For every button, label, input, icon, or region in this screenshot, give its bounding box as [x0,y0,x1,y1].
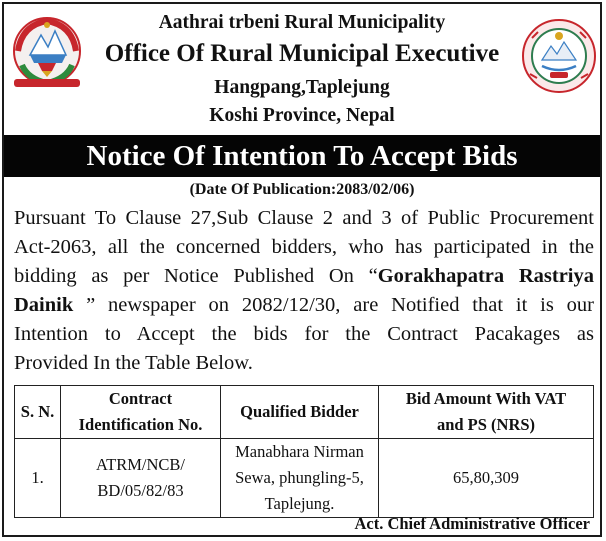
notice-body [14,204,594,378]
body-line [14,291,594,320]
header-text: Contract [108,389,173,408]
header-contract-id [61,386,221,439]
office-name: Office Of Rural Municipal Executive [104,40,500,67]
header-sn: S. N. [15,386,61,439]
office-address: Hangpang,Taplejung [214,77,390,98]
cell-text: Sewa, phungling-5, [235,468,364,487]
cell-bid-amount: 65,80,309 [379,439,594,518]
cell-qualified-bidder [221,439,379,518]
province-country: Koshi Province, Nepal [209,105,395,126]
notice-header [4,4,600,135]
notice-frame [2,2,602,537]
newspaper-name: Gorakhapatra Rastriya [377,265,595,287]
body-line: Provided In the Table Below. [14,352,253,374]
municipality-name: Aathrai trbeni Rural Municipality [158,12,446,33]
signatory-title: Act. Chief Administrative Officer [354,514,590,533]
header-text: and PS (NRS) [436,415,536,434]
table-row [15,439,594,518]
cell-text: BD/05/82/83 [97,481,184,500]
cell-contract-id [61,439,221,518]
cell-text: Taplejung. [264,494,335,513]
header-text: Bid Amount With VAT [405,389,567,408]
bids-table [14,385,594,518]
body-text-segment: ” newspaper on 2082/12/30, are Notified that it is our [73,294,594,316]
body-line: Act-2063, all the concerned bidders, who has participated in the [14,236,594,258]
body-text-segment: bidding as per Notice Published On “ [14,265,378,287]
table-header-row [15,386,594,439]
body-line: Intention to Accept the bids for the Contract Pacakages as [14,323,594,345]
header-text: Identification No. [78,415,203,434]
cell-text: ATRM/NCB/ [96,455,185,474]
publication-date: (Date Of Publication:2083/02/06) [189,181,415,198]
notice-title: Notice Of Intention To Accept Bids [4,135,600,177]
body-line: Pursuant To Clause 27,Sub Clause 2 and 3 of Public Procurement [14,207,594,229]
header-bid-amount [379,386,594,439]
header-qualified-bidder: Qualified Bidder [221,386,379,439]
cell-sn: 1. [15,439,61,518]
cell-text: Manabhara Nirman [235,442,364,461]
newspaper-name-cont: Dainik [14,294,74,316]
body-line [14,262,594,291]
